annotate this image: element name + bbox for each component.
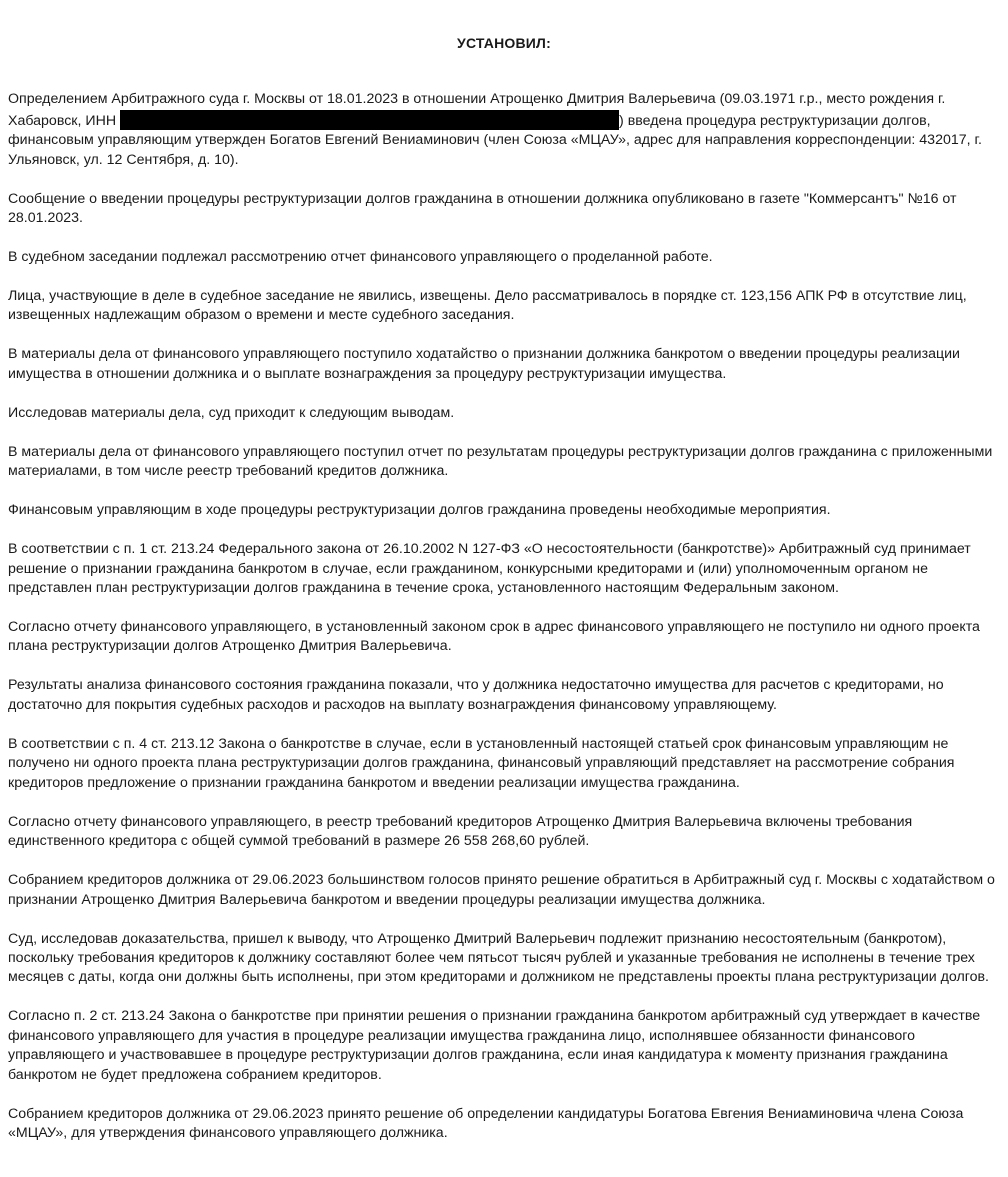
section-heading: УСТАНОВИЛ: xyxy=(457,35,551,51)
paragraph: Исследовав материалы дела, суд приходит к следующим выводам. xyxy=(8,404,455,421)
paragraph: В материалы дела от финансового управляющего поступило ходатайство о признании должника банкротом о введении процедуры реализации имущества в отношении должника и о выплате вознаграждения за процедуру реструктуризации имущества. xyxy=(8,346,960,382)
paragraph: Результаты анализа финансового состояния гражданина показали, что у должника недостаточно имущества для расчетов с кредиторами, но достаточно для покрытия судебных расходов и расходов на выплату вознаграждения финансовому управляющему. xyxy=(8,677,944,713)
paragraph: В судебном заседании подлежал рассмотрению отчет финансового управляющего о проделанной работе. xyxy=(8,249,713,266)
paragraph: Сообщение о введении процедуры реструктуризации долгов гражданина в отношении должника опубликовано в газете "Коммерсантъ" №16 от 28.01.2023. xyxy=(8,190,957,227)
paragraph: Собранием кредиторов должника от 29.06.2023 большинством голосов принято решение обратиться в Арбитражный суд г. Москвы с ходатайством о признании Атрощенко Дмитрия Валерьевича банкротом и введении процедуры реализации имущества должника. xyxy=(8,872,995,908)
paragraph-intro xyxy=(8,90,1000,170)
paragraph: В соответствии с п. 4 ст. 213.12 Закона о банкротстве в случае, если в установленный настоящей статьей срок финансовым управляющим не получено ни одного проекта плана реструктуризации долгов гражданина, финансовый управляющий представляет на рассмотрение собрания кредиторов предложение о признании гражданина банкротом и введении реализации имущества гражданина. xyxy=(8,735,955,791)
paragraph: В соответствии с п. 1 ст. 213.24 Федерального закона от 26.10.2002 N 127-ФЗ «О несостоятельности (банкротстве)» Арбитражный суд принимает решение о признании гражданина банкротом в случае, если гражданином, конкурсными кредиторами и (или) уполномоченным органом не представлен план реструктуризации долгов гражданина в течение срока, установленного настоящим Федеральным законом. xyxy=(8,541,971,597)
paragraph: Финансовым управляющим в ходе процедуры реструктуризации долгов гражданина проведены необходимые мероприятия. xyxy=(8,502,831,519)
paragraph-intro-text-start: Определением Арбитражного суда г. Москвы от 18.01.2023 в отношении Атрощенко Дмитрия Валерьевича (09.03.1971 г.р., место рождения г. Хабаровск, ИНН xyxy=(8,91,946,129)
paragraph: В материалы дела от финансового управляющего поступил отчет по результатам процедуры реструктуризации долгов гражданина с приложенными материалами, в том числе реестр требований кредитов должника. xyxy=(8,443,993,480)
paragraph: Согласно отчету финансового управляющего, в реестр требований кредиторов Атрощенко Дмитрия Валерьевича включены требования единственного кредитора с общей суммой требований в размере 26 558 268,60 рублей. xyxy=(8,813,913,850)
paragraph: Суд, исследовав доказательства, пришел к выводу, что Атрощенко Дмитрий Валерьевич подлежит признанию несостоятельным (банкротом), поскольку требования кредиторов к должнику составляют более чем пятьсот тысяч рублей и указанные требования не исполнены в течение трех месяцев с даты, когда они должны быть исполнены, при этом кредиторами и должником не представлены проекты плана реструктуризации долгов. xyxy=(8,930,989,986)
paragraph: Собранием кредиторов должника от 29.06.2023 принято решение об определении кандидатуры Богатова Евгения Вениаминовича члена Союза «МЦАУ», для утверждения финансового управляющего должника. xyxy=(8,1105,964,1141)
paragraph: Согласно отчету финансового управляющего, в установленный законом срок в адрес финансового управляющего не поступило ни одного проекта плана реструктуризации долгов Атрощенко Дмитрия Валерьевича. xyxy=(8,619,980,655)
paragraph: Согласно п. 2 ст. 213.24 Закона о банкротстве при принятии решения о признании гражданина банкротом арбитражный суд утверждает в качестве финансового управляющего для участия в процедуре реализации имущества гражданина лицо, исполнявшее обязанности финансового управляющего и участвовавшее в процедуре реструктуризации долгов гражданина, если иная кандидатура к моменту признания гражданина банкротом не будет предложена собранием кредиторов. xyxy=(8,1008,981,1083)
paragraph: Лица, участвующие в деле в судебное заседание не явились, извещены. Дело рассматривалось в порядке ст. 123,156 АПК РФ в отсутствие лиц, извещенных надлежащим образом о времени и месте судебного заседания. xyxy=(8,288,967,324)
paragraph-intro-text-end: ) введена процедура реструктуризации долгов, финансовым управляющим утвержден Богатов Евгений Вениаминович (член Союза «МЦАУ», адрес для направления корреспонденции: 432017, г. Ульяновск, ул. 12 Сентября, д. 10). xyxy=(8,112,982,168)
redacted-inn-block xyxy=(120,110,619,130)
